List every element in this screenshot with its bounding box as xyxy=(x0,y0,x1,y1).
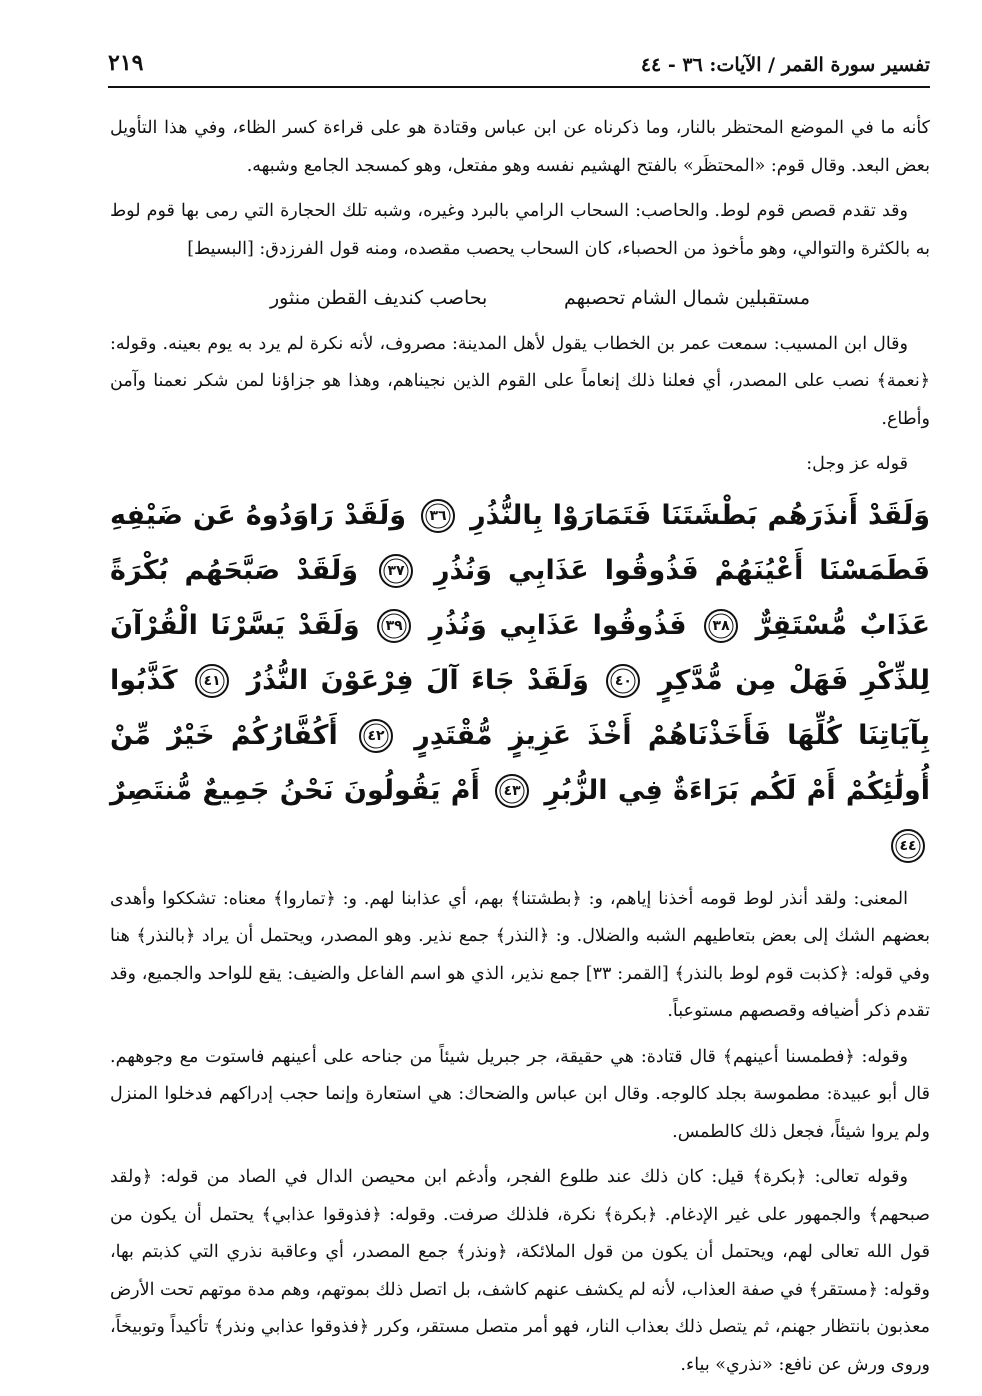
ayah-number-marker xyxy=(890,828,926,864)
ayah-number-marker xyxy=(376,608,412,644)
quran-ayah-text: وَلَقَدْ رَاوَدُوهُ عَن ضَيْفِهِ فَطَمَسْنَا أَعْيُنَهُمْ فَذُوقُوا عَذَابِي وَنُذُرِ xyxy=(110,499,930,586)
ayah-number: ٣٩ xyxy=(385,618,403,634)
paragraph-bukra: وقوله تعالى: ﴿بكرة﴾ قيل: كان ذلك عند طلوع الفجر، وأدغم ابن محيصن الدال في الصاد من قوله: ﴿ولقد صبحهم﴾ والجمهور على غير الإدغام. ﴿بكرة﴾ نكرة، فلذلك صرفت. وقوله: ﴿فذوقوا عذابي﴾ يحتمل أن يكون من قول الله تعالى لهم، ويحتمل أن يكون من قول الملائكة، ﴿ونذر﴾ جمع المصدر، أي وعاقبة نذري التي كذبتم بها، وقوله: ﴿مستقر﴾ في صفة العذاب، لأنه لم يكشف عنهم كاشف، بل اتصل ذلك بموتهم، وهم مدة موتهم تحت الأرض معذبون بانتظار جهنم، ثم يتصل ذلك بعذاب النار، فهو أمر متصل مستقر، وكرر ﴿فذوقوا عذابي ونذر﴾ تأكيداً وتوبيخاً، وروى ورش عن نافع: «نذري» بياء. xyxy=(109,1167,930,1375)
quran-ayah-text: أَكُفَّارُكُمْ خَيْرٌ مِّنْ أُولَٰئِكُمْ أَمْ لَكُم بَرَاءَةٌ فِي الزُّبُرِ xyxy=(110,719,930,806)
ayah-number-marker xyxy=(194,663,230,699)
quran-ayah-text: وَلَقَدْ أَنذَرَهُم بَطْشَتَنَا فَتَمَارَوْا بِالنُّذُرِ xyxy=(460,499,930,531)
page-header xyxy=(108,52,930,88)
verse-first-hemistich: مستقبلين شمال الشام تحصبهم xyxy=(563,287,810,309)
paragraph-continuation: كأنه ما في الموضع المحتظر بالنار، وما ذكرناه عن ابن عباس وقتادة هو على قراءة كسر الظاء، وفي هذا التأويل بعض البعد. وقال قوم: «المحتظَر» بالفتح الهشيم نفسه وهو مفتعل، وهو كمسجد الجامع وشبهه. xyxy=(110,118,930,176)
ayah-number: ٤٠ xyxy=(614,673,632,689)
ayah-number: ٣٨ xyxy=(712,618,730,634)
ayah-number: ٤٤ xyxy=(899,838,917,854)
ayah-number: ٤٣ xyxy=(503,783,521,799)
paragraph-meaning: المعنى: ولقد أنذر لوط قومه أخذنا إياهم، و: ﴿بطشتنا﴾ بهم، أي عذابنا لهم. و: ﴿تماروا﴾ معناه: تشككوا وأهدى بعضهم الشك إلى بعض بتعاطيهم الشبه والضلال. و: ﴿النذر﴾ جمع نذير. وهو المصدر، ويحتمل أن يراد ﴿بالنذر﴾ هنا وفي قوله: ﴿كذبت قوم لوط بالنذر﴾ [القمر: ٣٣] جمع نذير، الذي هو اسم الفاعل والضيف: يقع للواحد والجميع، وقد تقدم ذكر أضيافه وقصصهم مستوعباً. xyxy=(110,888,930,1021)
ayah-number: ٤١ xyxy=(203,673,221,689)
ayah-number-marker xyxy=(605,663,641,699)
quran-ayah-text: وَلَقَدْ يَسَّرْنَا الْقُرْآنَ لِلذِّكْرِ فَهَلْ مِن مُّدَّكِرٍ xyxy=(110,609,931,696)
quran-ayah-text: كَذَّبُوا بِآيَاتِنَا كُلِّهَا فَأَخَذْنَاهُمْ أَخْذَ عَزِيزٍ مُّقْتَدِرٍ xyxy=(110,664,930,751)
ayah-number-marker xyxy=(420,498,456,534)
quran-intro-label: قوله عز وجل: xyxy=(806,454,908,474)
quran-passage xyxy=(110,488,930,873)
quran-ayah-text: فَذُوقُوا عَذَابِي وَنُذُرِ xyxy=(416,609,687,641)
poetry-verse xyxy=(110,276,930,326)
ayah-number: ٣٦ xyxy=(429,508,447,524)
quran-ayah-text: وَلَقَدْ جَاءَ آلَ فِرْعَوْنَ النُّذُرُ xyxy=(234,664,589,696)
paragraph-hasib: وقد تقدم قصص قوم لوط. والحاصب: السحاب الرامي بالبرد وغيره، وشبه تلك الحجارة التي رمى بها قوم لوط به بالكثرة والتوالي، وهو مأخوذ من الحصباء، كان السحاب يحصب مقصده، ومنه قول الفرزدق: [البسيط] xyxy=(110,201,930,259)
ayah-number-marker xyxy=(378,553,414,589)
running-title: تفسير سورة القمر / الآيات: ٣٦ - ٤٤ xyxy=(633,54,930,76)
ayah-number: ٣٧ xyxy=(387,563,405,579)
ayah-number-marker xyxy=(358,718,394,754)
paragraph-ibn-musayyib: وقال ابن المسيب: سمعت عمر بن الخطاب يقول لأهل المدينة: مصروف، لأنه نكرة لم يرد به يوم بعينه. وقوله: ﴿نعمة﴾ نصب على المصدر، أي فعلنا ذلك إنعاماً على القوم الذين نجيناهم، وهذا هو جزاؤنا لمن شكر نعمنا وآمن وأطاع. xyxy=(110,333,930,429)
paragraph-tamasna: وقوله: ﴿فطمسنا أعينهم﴾ قال قتادة: هي حقيقة، جر جبريل شيئاً من جناحه على أعينهم فاستوت مع وجوههم. قال أبو عبيدة: مطموسة بجلد كالوجه. وقال ابن عباس والضحاك: هي استعارة وإنما حجب إدراكهم فدخلوا المنزل ولم يروا شيئاً، فجعل ذلك كالطمس. xyxy=(110,1046,930,1142)
quran-ayah-text: وَلَقَدْ صَبَّحَهُم بُكْرَةً عَذَابٌ مُّسْتَقِرٌّ xyxy=(110,554,931,641)
page-content xyxy=(110,110,930,1392)
verse-second-hemistich: بحاصب كنديف القطن منثور xyxy=(270,287,488,309)
ayah-number-marker xyxy=(494,773,530,809)
ayah-number: ٤٢ xyxy=(367,728,385,744)
quran-ayah-text: أَمْ يَقُولُونَ نَحْنُ جَمِيعٌ مُّنتَصِرٌ xyxy=(110,774,480,806)
ayah-number-marker xyxy=(703,608,739,644)
page-number: ٢١٩ xyxy=(108,50,151,76)
